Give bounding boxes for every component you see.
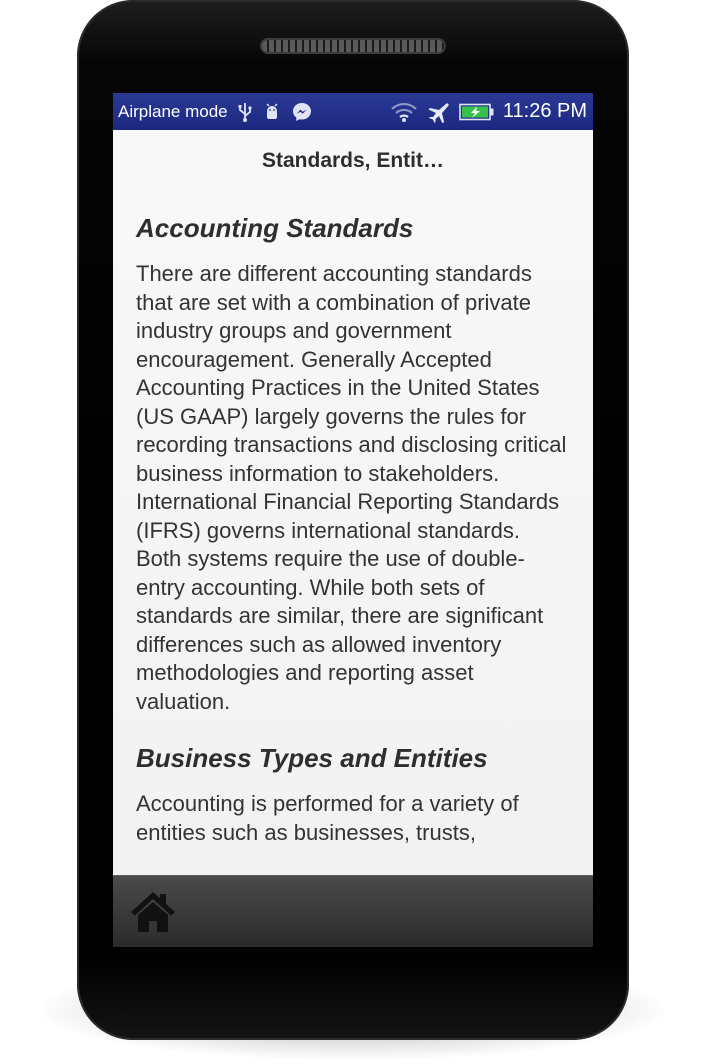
clock: 11:26 PM	[502, 100, 587, 122]
page-title: Standards, Entit…	[261, 149, 445, 172]
phone-frame	[77, 0, 629, 1040]
airplane-icon	[427, 101, 449, 123]
airplane-mode-label: Airplane mode	[118, 101, 228, 121]
home-button[interactable]	[129, 888, 177, 936]
battery-charging-icon	[459, 103, 495, 121]
bottom-toolbar	[113, 875, 593, 947]
status-bar	[113, 93, 593, 130]
section-heading: Business Types and Entities	[136, 743, 488, 773]
content-scroll-area[interactable]	[113, 192, 593, 875]
usb-icon	[238, 102, 252, 122]
title-bar	[113, 130, 593, 192]
android-debug-icon	[264, 103, 280, 121]
section-heading: Accounting Standards	[136, 213, 414, 243]
wifi-icon	[391, 102, 417, 122]
phone-screen	[113, 93, 593, 947]
section-body: There are different accounting standards that are set with a combination of private industry groups and government encouragement. Generally Accepted Accounting Practices in the United States (US GAAP) largely governs the rules for recording transactions and disclosing critical business information to stakeholders. International Financial Reporting Standards (IFRS) governs international standards. Both systems require the use of double-entry accounting. While both sets of standards are similar, there are significant differences such as allowed inventory methodologies and reporting asset valuation.	[136, 261, 567, 714]
phone-speaker	[260, 38, 446, 54]
messenger-icon	[292, 102, 312, 122]
section-body: Accounting is performed for a variety of entities such as businesses, trusts,	[136, 791, 519, 845]
home-icon	[130, 890, 176, 934]
